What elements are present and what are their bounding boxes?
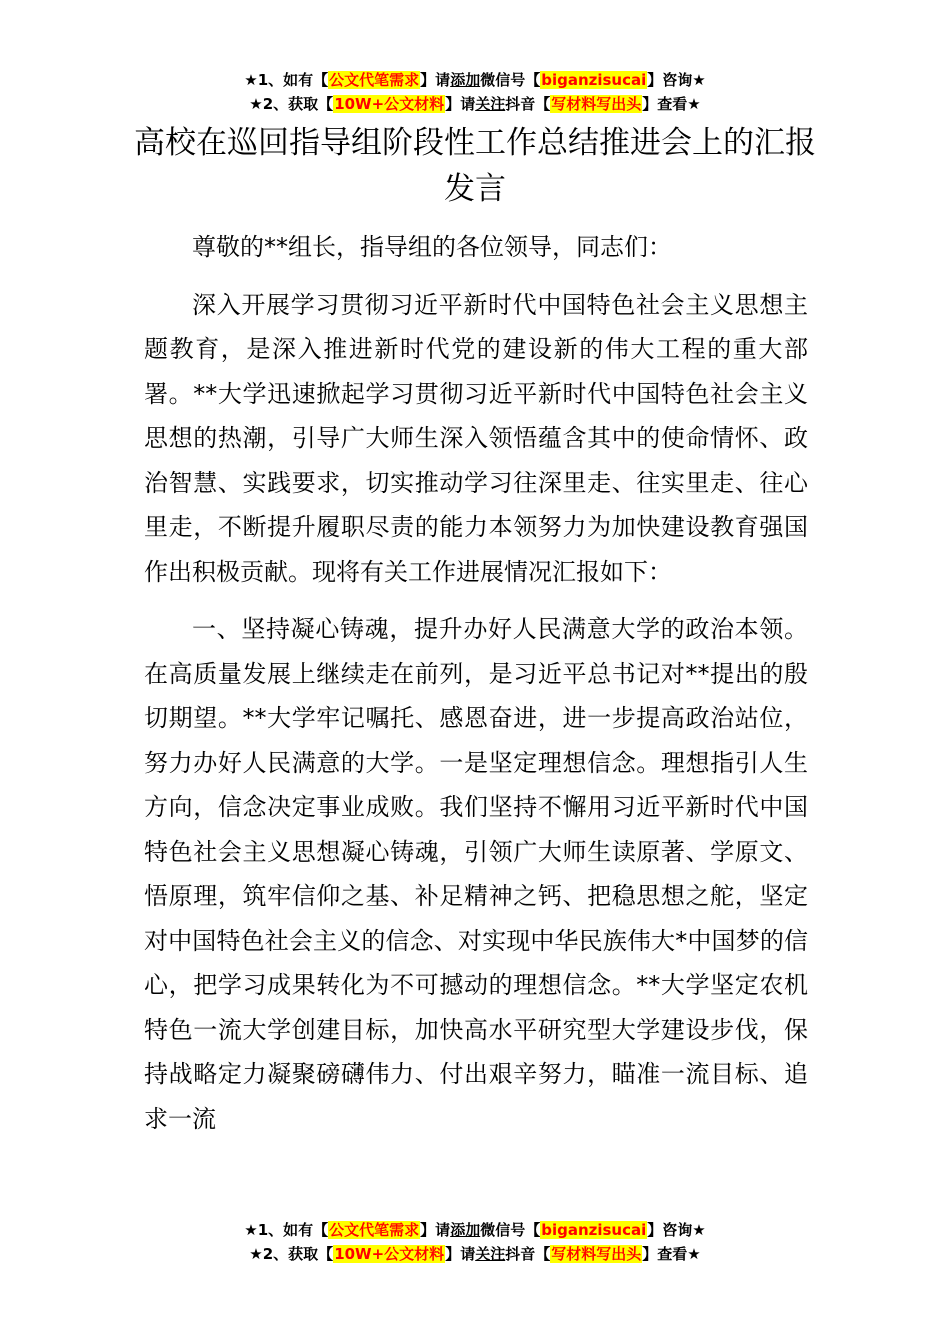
promo-line-2 <box>0 92 950 116</box>
promo-text: ★1、如有【 <box>244 1221 329 1239</box>
promo-text: ★2、获取【 <box>249 1245 334 1263</box>
promo-text: 抖音【 <box>505 95 551 113</box>
document-title: 高校在巡回指导组阶段性工作总结推进会上的汇报发言 <box>134 125 816 207</box>
promo-text: 】请 <box>445 95 476 113</box>
promo-text: 微信号【 <box>480 71 541 89</box>
promo-line-2 <box>0 1242 950 1266</box>
promo-underline: 关注 <box>475 95 506 113</box>
section-one-paragraph: 一、坚持凝心铸魂，提升办好人民满意大学的政治本领。在高质量发展上继续走在前列，是习近平总书记对**提出的殷切期望。**大学牢记嘱托、感恩奋进，进一步提高政治站位，努力办好人民满意的大学。一是坚定理想信念。理想指引人生方向，信念决定事业成败。我们坚持不懈用习近平新时代中国特色社会主义思想凝心铸魂，引领广大师生读原著、学原文、悟原理，筑牢信仰之基、补足精神之钙、把稳思想之舵，坚定对中国特色社会主义的信念、对实现中华民族伟大*中国梦的信心，把学习成果转化为不可撼动的理想信念。**大学坚定农机特色一流大学创建目标，加快高水平研究型大学建设步伐，保持战略定力凝聚磅礴伟力、付出艰辛努力，瞄准一流目标、追求一流 <box>144 615 808 1133</box>
promo-highlight: 写材料写出头 <box>551 95 642 113</box>
promo-underline: 添加 <box>450 1221 481 1239</box>
promo-banner-bottom <box>0 1218 950 1266</box>
promo-text: 】咨询★ <box>647 1221 706 1239</box>
promo-line-1 <box>0 68 950 92</box>
promo-text: 】查看★ <box>642 1245 701 1263</box>
promo-highlight: 写材料写出头 <box>551 1245 642 1263</box>
promo-text: 】查看★ <box>642 95 701 113</box>
document-body <box>144 225 808 1141</box>
promo-highlight: 公文代笔需求 <box>329 1221 420 1239</box>
promo-text: 】请 <box>445 1245 476 1263</box>
salutation-paragraph: 尊敬的**组长，指导组的各位领导，同志们： <box>192 233 672 261</box>
promo-highlight: biganzisucai <box>541 1221 647 1239</box>
promo-highlight: 10W+公文材料 <box>334 95 445 113</box>
promo-text: 】请 <box>420 71 451 89</box>
promo-text: 微信号【 <box>480 1221 541 1239</box>
promo-highlight: 公文代笔需求 <box>329 71 420 89</box>
promo-underline: 关注 <box>475 1245 506 1263</box>
promo-text: 】请 <box>420 1221 451 1239</box>
promo-line-1 <box>0 1218 950 1242</box>
promo-text: ★2、获取【 <box>249 95 334 113</box>
promo-text: ★1、如有【 <box>244 71 329 89</box>
promo-highlight: 10W+公文材料 <box>334 1245 445 1263</box>
promo-text: 】咨询★ <box>647 71 706 89</box>
promo-highlight: biganzisucai <box>541 71 647 89</box>
promo-underline: 添加 <box>450 71 481 89</box>
promo-banner-top <box>0 68 950 116</box>
intro-paragraph: 深入开展学习贯彻习近平新时代中国特色社会主义思想主题教育，是深入推进新时代党的建设新的伟大工程的重大部署。**大学迅速掀起学习贯彻习近平新时代中国特色社会主义思想的热潮，引导广大师生深入领悟蕴含其中的使命情怀、政治智慧、实践要求，切实推动学习往深里走、往实里走、往心里走，不断提升履职尽责的能力本领努力为加快建设教育强国作出积极贡献。现将有关工作进展情况汇报如下： <box>144 290 808 586</box>
promo-text: 抖音【 <box>505 1245 551 1263</box>
